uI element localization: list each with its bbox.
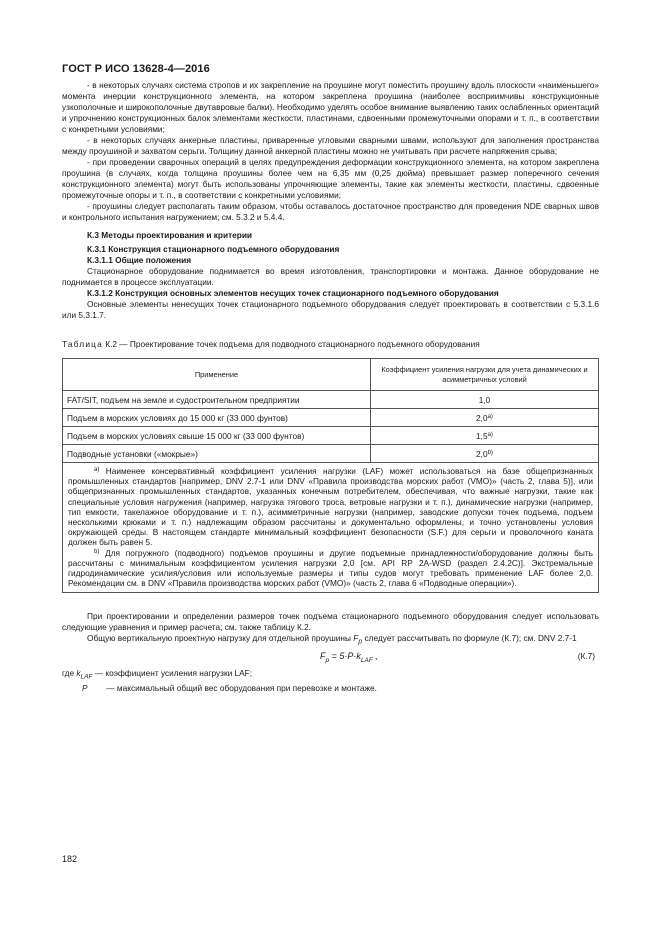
formula-lhs: F — [320, 651, 326, 662]
footnote-marker: a) — [94, 467, 100, 473]
paragraph: При проектировании и определении размеров точек подъема стационарного подъемного оборудования следует использовать следующие уравнения и пример расчета; см. также таблицу К.2. — [62, 611, 599, 633]
table-note-a — [68, 466, 593, 548]
section-heading-k311: К.3.1.1 Общие положения — [87, 255, 192, 265]
paragraph: Основные элементы ненесущих точек стационарного подъемного оборудования следует проектировать в соответствии с 5.3.1.6 или 5.3.1.7. — [62, 299, 599, 320]
page-content — [62, 80, 599, 694]
cell-application: Подводные установки («мокрые») — [63, 445, 371, 463]
table-row — [63, 427, 599, 445]
table-notes — [63, 463, 599, 593]
definition-symbol: P — [82, 682, 88, 693]
cell-application: FAT/SIT, подъем на земле и судостроительном предприятии — [63, 391, 371, 409]
cell-application: Подъем в морских условиях до 15 000 кг (33 000 фунтов) — [63, 409, 371, 427]
formula-intro-symbol: F — [353, 633, 359, 644]
formula-intro — [62, 633, 599, 648]
factor-value: 2,0 — [476, 448, 488, 459]
formula-number: (К.7) — [577, 651, 595, 662]
column-header-application: Применение — [63, 359, 371, 391]
definition-symbol: k — [76, 668, 81, 679]
definition-p — [62, 683, 599, 694]
formula-rhs: = 5·P·k — [329, 651, 361, 662]
table-notes-row — [63, 463, 599, 593]
table-note-b — [68, 548, 593, 589]
document-header: ГОСТ Р ИСО 13628-4—2016 — [62, 63, 210, 75]
table-note-text: Для погружного (подводного) подъемов проушины и другие подъемные принадлежности/оборудование должны быть рассчитаны с минимальным коэффициентом усиления нагрузки 2,0 [см. API RP 2A-WSD (раздел 2.4.2C)]. Экстремальные гидродинамические усилия/условия или используемые размеры и типы судов могут требовать применение LAF более 2,0. Рекомендации см. в DNV «Правила производства морских работ (VMO)» (часть 2, глава 6 «Подводные операции»). — [68, 547, 593, 589]
footnote-marker: b) — [487, 449, 493, 456]
cell-factor — [371, 391, 599, 409]
footnote-marker: b) — [94, 548, 100, 555]
table-caption-label: Таблица — [62, 339, 103, 349]
formula-rhs-subscript: LAF — [360, 656, 373, 664]
definition-text: — максимальный общий вес оборудования при перевозке и монтаже. — [104, 682, 377, 693]
cell-application: Подъем в морских условиях свыше 15 000 кг (33 000 фунтов) — [63, 427, 371, 445]
table-row — [63, 391, 599, 409]
table-row — [63, 409, 599, 427]
footnote-marker: a) — [487, 413, 493, 420]
cell-factor — [371, 409, 599, 427]
column-header-factor: Коэффициент усиления нагрузки для учета динамических и асимметричных условий — [371, 359, 599, 391]
formula-intro-subscript: p — [358, 639, 363, 647]
section-heading-k3: К.3 Методы проектирования и критерии — [87, 230, 253, 240]
paragraph: Стационарное оборудование поднимается во время изготовления, транспортировки и монтажа. Данное оборудование не поднимается в процессе эксплуатации. — [62, 266, 599, 287]
factor-value: 1,5 — [476, 430, 488, 441]
formula-tail: , — [372, 651, 378, 662]
footnote-marker: a) — [487, 431, 493, 438]
table-header-row — [63, 359, 599, 391]
lifting-points-table — [62, 358, 599, 593]
factor-value: 1,0 — [478, 394, 491, 405]
paragraph: - в некоторых случаях система стропов и их закрепление на проушине могут поместить проушину вдоль плоскости «наименьшего» момента инерции конструкционного элемента, на котором закреплена проушина (наиболее восприимчивы конструкционные узкополочные и широкополочные двутавровые балки). Необходимо уделять особое внимание выявлению таких ослабленных ориентаций и упрочнению конструкционных балок элементами жесткости, пластинами, сдвоенными промежуточными опорами и т. п., в соответствии с конкретными условиями; — [62, 80, 599, 134]
paragraph: - при проведении сварочных операций в целях предупреждения деформации конструкционного элемента, на котором закреплена проушина (в случаях, когда толщина проушины более чем на 6,35 мм (0,25 дюйма) превышает размер поперечного сечения конструкционного элемента) могут быть использованы упрочняющие элементы, такие как элементы жесткости, пластины, сдвоенные промежуточные опоры и т. п., в соответствии с конкретными условиями; — [62, 157, 599, 200]
cell-factor — [371, 445, 599, 463]
table-note-text: Наименее консервативный коэффициент усиления нагрузки (LAF) может использоваться на базе общепризнанных промышленных стандартов [например, DNV 2.7-1 или DNV «Правила производства морских работ (VMO)» (часть 2, глава 5)], или общепризнанных промышленных стандартов, указанных конечным потребителем, обеспечивая, что важные нагрузки, такие как специальные условия нагружения (например, нагрузка тягового троса, ветровые нагрузки и т. п.), динамические нагрузки (например, тип емкости, такелажное оборудование и т. п.), асимметричные нагрузки (например, заводские допуски точек подъема, подъем несколькими крюками и т. п.) надлежащим образом рассчитаны и документально оформлены, и точно установлены условия окружающей среды. В настоящем стандарте минимальный коэффициент безопасности (S.F.) для серьги и проволочного каната должен быть равен 5. — [68, 466, 593, 548]
formula-intro-before: Общую вертикальную проектную нагрузку для отдельной проушины — [87, 633, 354, 644]
section-heading-k312: К.3.1.2 Конструкция основных элементов несущих точек стационарного подъемного оборудования — [87, 288, 499, 298]
formula-lhs-subscript: p — [325, 656, 330, 664]
page-number: 182 — [62, 854, 78, 864]
formula-k7 — [320, 651, 378, 666]
definition-prefix: где — [62, 668, 75, 679]
cell-factor — [371, 427, 599, 445]
definition-text: — коэффициент усиления нагрузки LAF; — [92, 668, 253, 679]
definition-subscript: LAF — [80, 673, 93, 681]
formula-row — [62, 651, 599, 665]
section-heading-k31: К.3.1 Конструкция стационарного подъемного оборудования — [87, 244, 340, 254]
table-caption — [62, 339, 599, 350]
table-caption-text: К.2 — Проектирование точек подъема для подводного стационарного подъемного оборудования — [105, 339, 480, 349]
formula-intro-after: следует рассчитывать по формуле (К.7); см. DNV 2.7-1 — [362, 633, 577, 644]
definition-k-laf — [62, 668, 599, 683]
table-row — [63, 445, 599, 463]
paragraph: - проушины следует располагать таким образом, чтобы оставалось достаточное пространство для проведения NDE сварных швов и контрольного испытания нагружением; см. 5.3.2 и 5.4.4. — [62, 201, 599, 222]
factor-value: 2,0 — [476, 412, 488, 423]
paragraph: - в некоторых случаях анкерные пластины, приваренные угловыми сварными швами, используют для заполнения пространства между проушиной и захватом серьги. Толщину данной анкерной пластины можно не учитывать при расчете напряжения срыва; — [62, 135, 599, 156]
